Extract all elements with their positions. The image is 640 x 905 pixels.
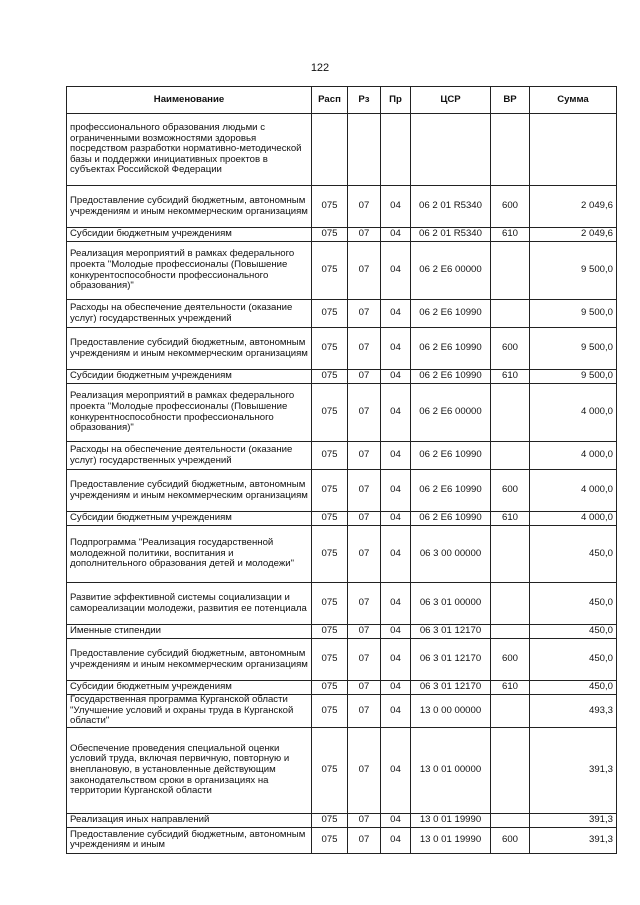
- cell-rz: 07: [348, 695, 381, 728]
- table-row: [67, 114, 617, 186]
- cell-sum: 9 500,0: [530, 370, 617, 384]
- cell-pr: 04: [381, 681, 411, 695]
- cell-vr: [491, 242, 530, 300]
- cell-pr: 04: [381, 328, 411, 370]
- cell-rz: 07: [348, 827, 381, 853]
- header-sum: Сумма: [530, 87, 617, 114]
- cell-sum: 4 000,0: [530, 442, 617, 470]
- cell-pr: 04: [381, 370, 411, 384]
- table-row: [67, 242, 617, 300]
- cell-rz: [348, 114, 381, 186]
- cell-vr: [491, 300, 530, 328]
- cell-name: Расходы на обеспечение деятельности (оказание услуг) государственных учреждений: [67, 300, 312, 328]
- cell-rz: 07: [348, 186, 381, 228]
- cell-rasp: 075: [312, 228, 348, 242]
- cell-csr: 06 2 E6 10990: [411, 328, 491, 370]
- budget-table: [66, 86, 617, 854]
- cell-name: Субсидии бюджетным учреждениям: [67, 512, 312, 526]
- header-pr: Пр: [381, 87, 411, 114]
- cell-name: Государственная программа Курганской области "Улучшение условий и охраны труда в Курганской области": [67, 695, 312, 728]
- cell-csr: 06 2 E6 00000: [411, 384, 491, 442]
- cell-rasp: 075: [312, 442, 348, 470]
- cell-sum: 9 500,0: [530, 300, 617, 328]
- cell-rasp: 075: [312, 681, 348, 695]
- cell-csr: 06 3 01 12170: [411, 625, 491, 639]
- cell-name: Развитие эффективной системы социализации и самореализации молодежи, развития ее потенциала: [67, 583, 312, 625]
- cell-csr: 06 3 00 00000: [411, 526, 491, 583]
- cell-rasp: 075: [312, 384, 348, 442]
- cell-rz: 07: [348, 384, 381, 442]
- table-row: [67, 583, 617, 625]
- cell-sum: 391,3: [530, 813, 617, 827]
- cell-sum: 2 049,6: [530, 228, 617, 242]
- cell-sum: 391,3: [530, 827, 617, 853]
- cell-pr: 04: [381, 300, 411, 328]
- cell-rz: 07: [348, 526, 381, 583]
- cell-sum: 2 049,6: [530, 186, 617, 228]
- cell-vr: 600: [491, 639, 530, 681]
- table-row: [67, 625, 617, 639]
- cell-rz: 07: [348, 328, 381, 370]
- cell-rz: 07: [348, 442, 381, 470]
- cell-name: Реализация мероприятий в рамках федерального проекта "Молодые профессионалы (Повышение конкурентноспособности профессионального образования)": [67, 384, 312, 442]
- cell-vr: 610: [491, 512, 530, 526]
- cell-vr: [491, 583, 530, 625]
- cell-rasp: [312, 114, 348, 186]
- cell-sum: 450,0: [530, 526, 617, 583]
- cell-vr: 610: [491, 681, 530, 695]
- table-row: [67, 681, 617, 695]
- cell-csr: 06 3 01 00000: [411, 583, 491, 625]
- cell-rasp: 075: [312, 300, 348, 328]
- cell-csr: 06 2 E6 10990: [411, 470, 491, 512]
- cell-vr: 600: [491, 328, 530, 370]
- cell-vr: [491, 727, 530, 813]
- cell-vr: [491, 384, 530, 442]
- cell-rasp: 075: [312, 512, 348, 526]
- cell-pr: 04: [381, 470, 411, 512]
- cell-rz: 07: [348, 470, 381, 512]
- cell-csr: 06 2 E6 10990: [411, 370, 491, 384]
- cell-rasp: 075: [312, 583, 348, 625]
- table-row: [67, 442, 617, 470]
- cell-pr: 04: [381, 526, 411, 583]
- table-row: [67, 300, 617, 328]
- table-row: [67, 384, 617, 442]
- cell-sum: 450,0: [530, 625, 617, 639]
- cell-csr: 06 2 E6 10990: [411, 300, 491, 328]
- cell-sum: 4 000,0: [530, 512, 617, 526]
- cell-rasp: 075: [312, 186, 348, 228]
- cell-sum: 450,0: [530, 681, 617, 695]
- table-row: [67, 695, 617, 728]
- table-row: [67, 526, 617, 583]
- cell-sum: 391,3: [530, 727, 617, 813]
- table-row: [67, 512, 617, 526]
- cell-name: Субсидии бюджетным учреждениям: [67, 228, 312, 242]
- cell-pr: 04: [381, 242, 411, 300]
- cell-rz: 07: [348, 512, 381, 526]
- cell-name: Расходы на обеспечение деятельности (оказание услуг) государственных учреждений: [67, 442, 312, 470]
- cell-pr: 04: [381, 228, 411, 242]
- cell-csr: 06 2 E6 00000: [411, 242, 491, 300]
- cell-csr: 06 2 E6 10990: [411, 442, 491, 470]
- cell-sum: 4 000,0: [530, 384, 617, 442]
- cell-sum: [530, 114, 617, 186]
- table-row: [67, 328, 617, 370]
- cell-rasp: 075: [312, 328, 348, 370]
- cell-pr: [381, 114, 411, 186]
- cell-rasp: 075: [312, 813, 348, 827]
- cell-name: Обеспечение проведения специальной оценки условий труда, включая первичную, повторную и внеплановую, в установленные действующим законодательством сроки в организациях на территории Курганской области: [67, 727, 312, 813]
- table-header-row: [67, 87, 617, 114]
- cell-name: Подпрограмма "Реализация государственной молодежной политики, воспитания и дополнительного образования детей и молодежи": [67, 526, 312, 583]
- cell-vr: 600: [491, 827, 530, 853]
- cell-csr: 06 3 01 12170: [411, 681, 491, 695]
- cell-rz: 07: [348, 727, 381, 813]
- cell-csr: 13 0 00 00000: [411, 695, 491, 728]
- cell-rz: 07: [348, 625, 381, 639]
- cell-sum: 4 000,0: [530, 470, 617, 512]
- cell-rasp: 075: [312, 827, 348, 853]
- cell-pr: 04: [381, 695, 411, 728]
- cell-name: Реализация иных направлений: [67, 813, 312, 827]
- cell-vr: 600: [491, 186, 530, 228]
- cell-sum: 493,3: [530, 695, 617, 728]
- cell-pr: 04: [381, 384, 411, 442]
- cell-rz: 07: [348, 242, 381, 300]
- table-row: [67, 370, 617, 384]
- cell-pr: 04: [381, 186, 411, 228]
- cell-rasp: 075: [312, 242, 348, 300]
- cell-rz: 07: [348, 813, 381, 827]
- cell-vr: [491, 526, 530, 583]
- table-row: [67, 470, 617, 512]
- cell-sum: 450,0: [530, 583, 617, 625]
- cell-pr: 04: [381, 639, 411, 681]
- cell-name: Предоставление субсидий бюджетным, автономным учреждениям и иным некоммерческим организациям: [67, 186, 312, 228]
- cell-name: профессионального образования людьми с ограниченными возможностями здоровья посредством разработки нормативно-методической базы и поддержки инициативных проектов в субъектах Российской Федерации: [67, 114, 312, 186]
- cell-rasp: 075: [312, 727, 348, 813]
- cell-pr: 04: [381, 512, 411, 526]
- cell-rz: 07: [348, 681, 381, 695]
- cell-csr: 06 2 01 R5340: [411, 228, 491, 242]
- cell-rasp: 075: [312, 370, 348, 384]
- cell-name: Субсидии бюджетным учреждениям: [67, 370, 312, 384]
- table-row: [67, 186, 617, 228]
- cell-name: Субсидии бюджетным учреждениям: [67, 681, 312, 695]
- cell-name: Предоставление субсидий бюджетным, автономным учреждениям и иным некоммерческим организациям: [67, 328, 312, 370]
- cell-rz: 07: [348, 639, 381, 681]
- cell-sum: 450,0: [530, 639, 617, 681]
- cell-name: Именные стипендии: [67, 625, 312, 639]
- header-vr: ВР: [491, 87, 530, 114]
- cell-vr: [491, 114, 530, 186]
- cell-vr: 610: [491, 370, 530, 384]
- cell-pr: 04: [381, 583, 411, 625]
- cell-rasp: 075: [312, 526, 348, 583]
- cell-vr: [491, 625, 530, 639]
- header-rasp: Расп: [312, 87, 348, 114]
- header-name: Наименование: [67, 87, 312, 114]
- table-row: [67, 727, 617, 813]
- cell-name: Предоставление субсидий бюджетным, автономным учреждениям и иным некоммерческим организациям: [67, 639, 312, 681]
- cell-csr: 06 2 01 R5340: [411, 186, 491, 228]
- cell-sum: 9 500,0: [530, 328, 617, 370]
- cell-vr: [491, 442, 530, 470]
- cell-rz: 07: [348, 228, 381, 242]
- cell-rasp: 075: [312, 470, 348, 512]
- cell-rz: 07: [348, 583, 381, 625]
- cell-pr: 04: [381, 442, 411, 470]
- cell-csr: 13 0 01 19990: [411, 827, 491, 853]
- table-row: [67, 639, 617, 681]
- header-rz: Рз: [348, 87, 381, 114]
- cell-pr: 04: [381, 813, 411, 827]
- cell-pr: 04: [381, 827, 411, 853]
- table-row: [67, 827, 617, 853]
- cell-vr: 600: [491, 470, 530, 512]
- cell-rz: 07: [348, 300, 381, 328]
- cell-rz: 07: [348, 370, 381, 384]
- cell-rasp: 075: [312, 695, 348, 728]
- cell-pr: 04: [381, 625, 411, 639]
- header-csr: ЦСР: [411, 87, 491, 114]
- cell-pr: 04: [381, 727, 411, 813]
- table-row: [67, 813, 617, 827]
- cell-vr: [491, 813, 530, 827]
- page-number: 122: [310, 62, 330, 74]
- cell-name: Предоставление субсидий бюджетным, автономным учреждениям и иным некоммерческим организациям: [67, 470, 312, 512]
- cell-name: Предоставление субсидий бюджетным, автономным учреждениям и иным: [67, 827, 312, 853]
- cell-vr: [491, 695, 530, 728]
- cell-csr: 06 2 E6 10990: [411, 512, 491, 526]
- cell-rasp: 075: [312, 639, 348, 681]
- table-body: [67, 114, 617, 854]
- cell-rasp: 075: [312, 625, 348, 639]
- table-row: [67, 228, 617, 242]
- cell-name: Реализация мероприятий в рамках федерального проекта "Молодые профессионалы (Повышение конкурентоспособности профессионального образования)": [67, 242, 312, 300]
- cell-csr: 06 3 01 12170: [411, 639, 491, 681]
- cell-vr: 610: [491, 228, 530, 242]
- cell-csr: [411, 114, 491, 186]
- cell-csr: 13 0 01 19990: [411, 813, 491, 827]
- cell-sum: 9 500,0: [530, 242, 617, 300]
- cell-csr: 13 0 01 00000: [411, 727, 491, 813]
